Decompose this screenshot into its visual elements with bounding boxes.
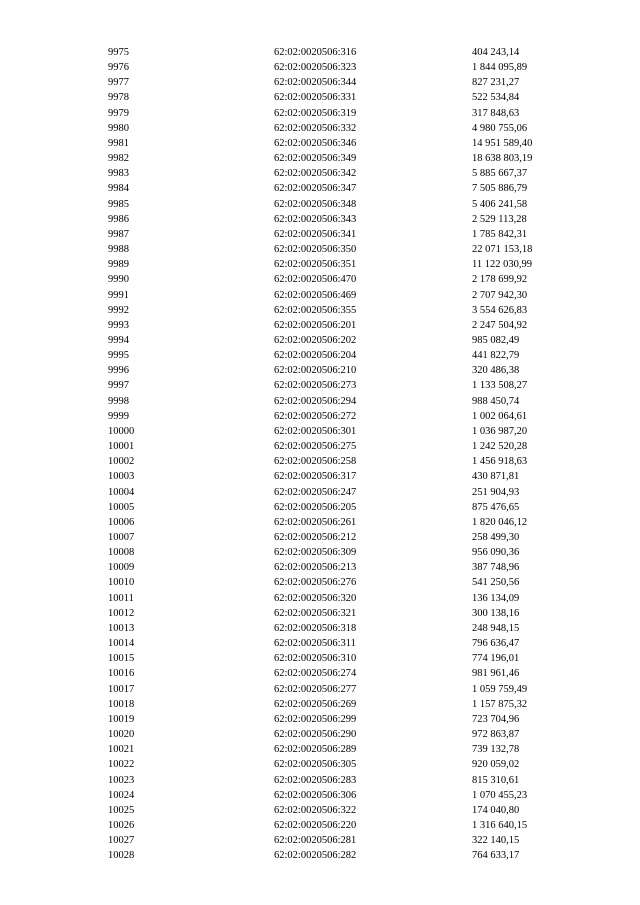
cadastral-number-cell: 62:02:0020506:331 — [274, 92, 357, 104]
table-row — [108, 378, 572, 393]
table-row — [108, 712, 572, 727]
cadastral-value-cell: 136 134,09 — [472, 592, 520, 604]
table-row — [108, 454, 572, 469]
row-number-cell: 10013 — [108, 622, 135, 634]
cadastral-value-cell: 174 040,80 — [472, 804, 520, 816]
table-row — [108, 848, 572, 863]
cadastral-value-cell: 1 844 095,89 — [472, 62, 528, 74]
cadastral-number-cell: 62:02:0020506:272 — [274, 410, 357, 422]
cadastral-number-cell: 62:02:0020506:342 — [274, 168, 357, 180]
table-row — [108, 818, 572, 833]
table-row — [108, 697, 572, 712]
cadastral-number-cell: 62:02:0020506:341 — [274, 228, 357, 240]
cadastral-value-cell: 248 948,15 — [472, 622, 520, 634]
cadastral-value-cell: 2 529 113,28 — [472, 213, 527, 225]
row-number-cell: 10022 — [108, 759, 135, 771]
cadastral-number-cell: 62:02:0020506:346 — [274, 137, 357, 149]
table-row — [108, 666, 572, 681]
cadastral-value-cell: 1 456 918,63 — [472, 456, 528, 468]
table-row — [108, 121, 572, 136]
table-row — [108, 303, 572, 318]
cadastral-number-cell: 62:02:0020506:274 — [274, 668, 357, 680]
cadastral-number-cell: 62:02:0020506:282 — [274, 850, 357, 862]
cadastral-value-cell: 3 554 626,83 — [472, 304, 528, 316]
row-number-cell: 9980 — [108, 122, 129, 134]
cadastral-number-cell: 62:02:0020506:347 — [274, 183, 357, 195]
cadastral-number-cell: 62:02:0020506:309 — [274, 547, 357, 559]
table-row — [108, 591, 572, 606]
table-row — [108, 636, 572, 651]
cadastral-number-cell: 62:02:0020506:277 — [274, 683, 357, 695]
cadastral-value-cell: 796 636,47 — [472, 638, 520, 650]
row-number-cell: 10014 — [108, 638, 135, 650]
table-row — [108, 485, 572, 500]
cadastral-number-cell: 62:02:0020506:290 — [274, 729, 357, 741]
cadastral-number-cell: 62:02:0020506:306 — [274, 789, 357, 801]
cadastral-number-cell: 62:02:0020506:247 — [274, 486, 357, 498]
cadastral-number-cell: 62:02:0020506:343 — [274, 213, 357, 225]
cadastral-value-cell: 988 450,74 — [472, 395, 520, 407]
cadastral-value-cell: 1 820 046,12 — [472, 516, 528, 528]
row-number-cell: 9998 — [108, 395, 129, 407]
cadastral-value-cell: 875 476,65 — [472, 501, 520, 513]
row-number-cell: 9982 — [108, 153, 129, 165]
table-row — [108, 181, 572, 196]
table-row — [108, 75, 572, 90]
cadastral-number-cell: 62:02:0020506:273 — [274, 380, 357, 392]
cadastral-number-cell: 62:02:0020506:258 — [274, 456, 357, 468]
row-number-cell: 9977 — [108, 77, 129, 89]
row-number-cell: 9986 — [108, 213, 129, 225]
row-number-cell: 9999 — [108, 410, 129, 422]
table-row — [108, 257, 572, 272]
cadastral-number-cell: 62:02:0020506:205 — [274, 501, 357, 513]
cadastral-number-cell: 62:02:0020506:470 — [274, 274, 357, 286]
row-number-cell: 9988 — [108, 244, 129, 256]
cadastral-value-cell: 14 951 589,40 — [472, 137, 533, 149]
cadastral-value-cell: 404 243,14 — [472, 47, 520, 58]
table-row — [108, 788, 572, 803]
cadastral-value-cell: 5 885 667,37 — [472, 168, 528, 180]
cadastral-number-cell: 62:02:0020506:322 — [274, 804, 357, 816]
cadastral-value-cell: 1 157 875,32 — [472, 698, 528, 710]
cadastral-number-cell: 62:02:0020506:344 — [274, 77, 357, 89]
table-row — [108, 469, 572, 484]
cadastral-value-table — [108, 45, 572, 863]
table-row — [108, 151, 572, 166]
table-row — [108, 560, 572, 575]
row-number-cell: 10009 — [108, 562, 135, 574]
cadastral-number-cell: 62:02:0020506:320 — [274, 592, 357, 604]
table-row — [108, 500, 572, 515]
table-row — [108, 651, 572, 666]
table-row — [108, 727, 572, 742]
table-row — [108, 773, 572, 788]
cadastral-number-cell: 62:02:0020506:213 — [274, 562, 357, 574]
cadastral-value-cell: 387 748,96 — [472, 562, 520, 574]
row-number-cell: 9976 — [108, 62, 129, 74]
row-number-cell: 10011 — [108, 592, 134, 604]
cadastral-value-cell: 2 707 942,30 — [472, 289, 528, 301]
cadastral-value-cell: 815 310,61 — [472, 774, 520, 786]
cadastral-number-cell: 62:02:0020506:469 — [274, 289, 357, 301]
row-number-cell: 10002 — [108, 456, 135, 468]
cadastral-number-cell: 62:02:0020506:220 — [274, 819, 357, 831]
row-number-cell: 10024 — [108, 789, 135, 801]
row-number-cell: 9992 — [108, 304, 129, 316]
row-number-cell: 9997 — [108, 380, 129, 392]
cadastral-value-cell: 1 316 640,15 — [472, 819, 528, 831]
cadastral-value-cell: 441 822,79 — [472, 350, 520, 362]
cadastral-value-cell: 1 070 455,23 — [472, 789, 528, 801]
row-number-cell: 10023 — [108, 774, 135, 786]
table-row — [108, 530, 572, 545]
cadastral-number-cell: 62:02:0020506:202 — [274, 334, 357, 346]
cadastral-number-cell: 62:02:0020506:283 — [274, 774, 357, 786]
cadastral-value-cell: 827 231,27 — [472, 77, 520, 89]
cadastral-value-cell: 2 247 504,92 — [472, 319, 528, 331]
row-number-cell: 10004 — [108, 486, 135, 498]
row-number-cell: 9975 — [108, 47, 129, 58]
cadastral-value-cell: 322 140,15 — [472, 835, 520, 847]
table-row — [108, 742, 572, 757]
table-row — [108, 318, 572, 333]
cadastral-value-cell: 972 863,87 — [472, 729, 520, 741]
cadastral-value-cell: 1 785 842,31 — [472, 228, 528, 240]
cadastral-number-cell: 62:02:0020506:323 — [274, 62, 357, 74]
cadastral-number-cell: 62:02:0020506:204 — [274, 350, 357, 362]
cadastral-number-cell: 62:02:0020506:201 — [274, 319, 357, 331]
row-number-cell: 9996 — [108, 365, 129, 377]
row-number-cell: 10025 — [108, 804, 135, 816]
row-number-cell: 10012 — [108, 607, 135, 619]
table-row — [108, 757, 572, 772]
cadastral-value-cell: 1 059 759,49 — [472, 683, 528, 695]
table-row — [108, 197, 572, 212]
cadastral-value-cell: 920 059,02 — [472, 759, 520, 771]
cadastral-number-cell: 62:02:0020506:276 — [274, 577, 357, 589]
row-number-cell: 9983 — [108, 168, 129, 180]
cadastral-number-cell: 62:02:0020506:281 — [274, 835, 357, 847]
cadastral-number-cell: 62:02:0020506:275 — [274, 441, 357, 453]
cadastral-value-cell: 5 406 241,58 — [472, 198, 528, 210]
cadastral-value-cell: 981 961,46 — [472, 668, 520, 680]
table-row — [108, 333, 572, 348]
row-number-cell: 9990 — [108, 274, 129, 286]
table-row — [108, 575, 572, 590]
row-number-cell: 9991 — [108, 289, 129, 301]
cadastral-number-cell: 62:02:0020506:351 — [274, 259, 357, 271]
cadastral-value-cell: 4 980 755,06 — [472, 122, 528, 134]
cadastral-value-cell: 18 638 803,19 — [472, 153, 533, 165]
cadastral-number-cell: 62:02:0020506:349 — [274, 153, 357, 165]
cadastral-value-cell: 251 904,93 — [472, 486, 520, 498]
cadastral-value-cell: 1 133 508,27 — [472, 380, 528, 392]
table-row — [108, 136, 572, 151]
row-number-cell: 9993 — [108, 319, 129, 331]
cadastral-number-cell: 62:02:0020506:301 — [274, 425, 357, 437]
table-row — [108, 621, 572, 636]
cadastral-value-cell: 22 071 153,18 — [472, 244, 533, 256]
row-number-cell: 10000 — [108, 425, 135, 437]
table-row — [108, 166, 572, 181]
row-number-cell: 10026 — [108, 819, 135, 831]
cadastral-value-cell: 11 122 030,99 — [472, 259, 532, 271]
row-number-cell: 9978 — [108, 92, 129, 104]
table-row — [108, 106, 572, 121]
cadastral-number-cell: 62:02:0020506:212 — [274, 532, 357, 543]
cadastral-number-cell: 62:02:0020506:355 — [274, 304, 357, 316]
cadastral-value-cell: 985 082,49 — [472, 334, 520, 346]
cadastral-value-cell: 541 250,56 — [472, 577, 520, 589]
table-row — [108, 833, 572, 848]
table-row — [108, 90, 572, 105]
cadastral-value-cell: 739 132,78 — [472, 744, 520, 756]
table-row — [108, 288, 572, 303]
row-number-cell: 10003 — [108, 471, 135, 483]
cadastral-number-cell: 62:02:0020506:210 — [274, 365, 357, 377]
cadastral-number-cell: 62:02:0020506:317 — [274, 471, 357, 483]
cadastral-value-cell: 956 090,36 — [472, 547, 520, 559]
cadastral-number-cell: 62:02:0020506:319 — [274, 107, 357, 119]
table-row — [108, 212, 572, 227]
cadastral-number-cell: 62:02:0020506:350 — [274, 244, 357, 256]
table-row — [108, 606, 572, 621]
cadastral-value-cell: 1 002 064,61 — [472, 410, 528, 422]
table-row — [108, 439, 572, 454]
row-number-cell: 10028 — [108, 850, 135, 862]
cadastral-value-cell: 320 486,38 — [472, 365, 520, 377]
row-number-cell: 9981 — [108, 137, 129, 149]
cadastral-value-cell: 723 704,96 — [472, 713, 520, 725]
cadastral-value-cell: 1 036 987,20 — [472, 425, 528, 437]
table-row — [108, 45, 572, 60]
row-number-cell: 10008 — [108, 547, 135, 559]
cadastral-number-cell: 62:02:0020506:332 — [274, 122, 357, 134]
table-row — [108, 363, 572, 378]
cadastral-value-cell: 2 178 699,92 — [472, 274, 528, 286]
row-number-cell: 10005 — [108, 501, 135, 513]
row-number-cell: 9984 — [108, 183, 129, 195]
cadastral-number-cell: 62:02:0020506:294 — [274, 395, 357, 407]
row-number-cell: 10017 — [108, 683, 135, 695]
row-number-cell: 9989 — [108, 259, 129, 271]
cadastral-number-cell: 62:02:0020506:289 — [274, 744, 357, 756]
cadastral-number-cell: 62:02:0020506:318 — [274, 622, 357, 634]
table-row — [108, 803, 572, 818]
cadastral-value-cell: 522 534,84 — [472, 92, 520, 104]
cadastral-number-cell: 62:02:0020506:321 — [274, 607, 357, 619]
cadastral-number-cell: 62:02:0020506:261 — [274, 516, 357, 528]
table-row — [108, 424, 572, 439]
cadastral-number-cell: 62:02:0020506:310 — [274, 653, 357, 665]
row-number-cell: 9994 — [108, 334, 129, 346]
row-number-cell: 10007 — [108, 532, 135, 543]
table-row — [108, 272, 572, 287]
cadastral-number-cell: 62:02:0020506:311 — [274, 638, 356, 650]
table-body — [108, 45, 572, 863]
cadastral-number-cell: 62:02:0020506:348 — [274, 198, 357, 210]
cadastral-value-cell: 300 138,16 — [472, 607, 520, 619]
table-row — [108, 394, 572, 409]
cadastral-number-cell: 62:02:0020506:305 — [274, 759, 357, 771]
row-number-cell: 10018 — [108, 698, 135, 710]
row-number-cell: 10010 — [108, 577, 135, 589]
row-number-cell: 10027 — [108, 835, 135, 847]
row-number-cell: 10020 — [108, 729, 135, 741]
cadastral-number-cell: 62:02:0020506:316 — [274, 47, 357, 58]
table-row — [108, 515, 572, 530]
table-row — [108, 409, 572, 424]
cadastral-number-cell: 62:02:0020506:299 — [274, 713, 357, 725]
row-number-cell: 9987 — [108, 228, 129, 240]
row-number-cell: 9995 — [108, 350, 129, 362]
row-number-cell: 10021 — [108, 744, 135, 756]
table-row — [108, 227, 572, 242]
table-row — [108, 348, 572, 363]
row-number-cell: 10001 — [108, 441, 135, 453]
cadastral-value-cell: 430 871,81 — [472, 471, 520, 483]
table-row — [108, 60, 572, 75]
row-number-cell: 10015 — [108, 653, 135, 665]
row-number-cell: 9985 — [108, 198, 129, 210]
cadastral-value-cell: 764 633,17 — [472, 850, 520, 862]
row-number-cell: 9979 — [108, 107, 129, 119]
cadastral-value-cell: 1 242 520,28 — [472, 441, 528, 453]
cadastral-value-cell: 258 499,30 — [472, 532, 520, 543]
row-number-cell: 10016 — [108, 668, 135, 680]
row-number-cell: 10019 — [108, 713, 135, 725]
row-number-cell: 10006 — [108, 516, 135, 528]
cadastral-value-cell: 774 196,01 — [472, 653, 520, 665]
cadastral-number-cell: 62:02:0020506:269 — [274, 698, 357, 710]
table-row — [108, 242, 572, 257]
cadastral-value-cell: 7 505 886,79 — [472, 183, 528, 195]
table-row — [108, 545, 572, 560]
cadastral-value-cell: 317 848,63 — [472, 107, 520, 119]
table-row — [108, 682, 572, 697]
